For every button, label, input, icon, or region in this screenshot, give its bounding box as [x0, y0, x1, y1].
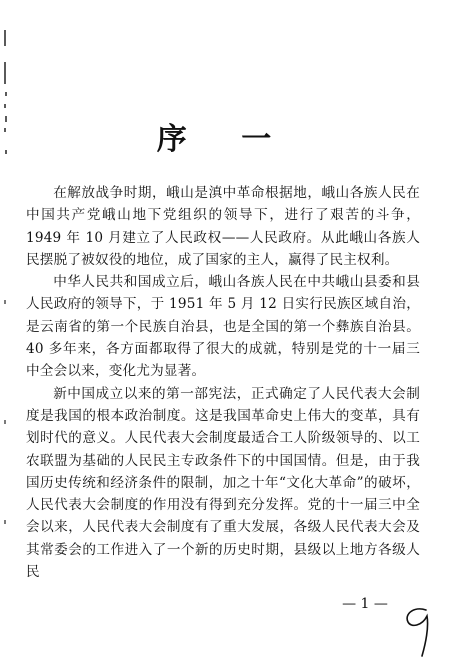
handwritten-page-mark [396, 600, 440, 657]
page-number: — 1 — [342, 596, 388, 612]
binding-edge-marks [0, 0, 14, 657]
paragraph: 中华人民共和国成立后，峨山各族人民在中共峨山县委和县人民政府的领导下，于 1951 年 5 月 12 日实行民族区域自治，是云南省的第一个民族自治县，也是全国的第一个彝族自治县。40 多年来，各方面都取得了很大的成就，特别是党的十一届三中全会以来，变化尤为显著。 [26, 274, 420, 380]
document-body [26, 182, 420, 583]
paragraph: 新中国成立以来的第一部宪法，正式确定了人民代表大会制度是我国的根本政治制度。这是我国革命史上伟大的变革，具有划时代的意义。人民代表大会制度最适合工人阶级领导的、以工农联盟为基础的人民民主专政条件下的中国国情。但是，由于我国历史传统和经济条件的限制，加之十年“文化大革命”的破坏，人民代表大会制度的作用没有得到充分发挥。党的十一届三中全会以来，人民代表大会制度有了重大发展，各级人民代表大会及其常委会的工作进入了一个新的历史时期，县级以上地方各级人民 [26, 385, 420, 581]
page-title: 序 一 [156, 122, 294, 157]
paragraph: 在解放战争时期，峨山是滇中革命根据地，峨山各族人民在中国共产党峨山地下党组织的领导下，进行了艰苦的斗争，1949 年 10 月建立了人民政权——人民政府。从此峨山各族人民摆脱了被奴役的地位，成了国家的主人，赢得了民主权利。 [26, 185, 420, 268]
